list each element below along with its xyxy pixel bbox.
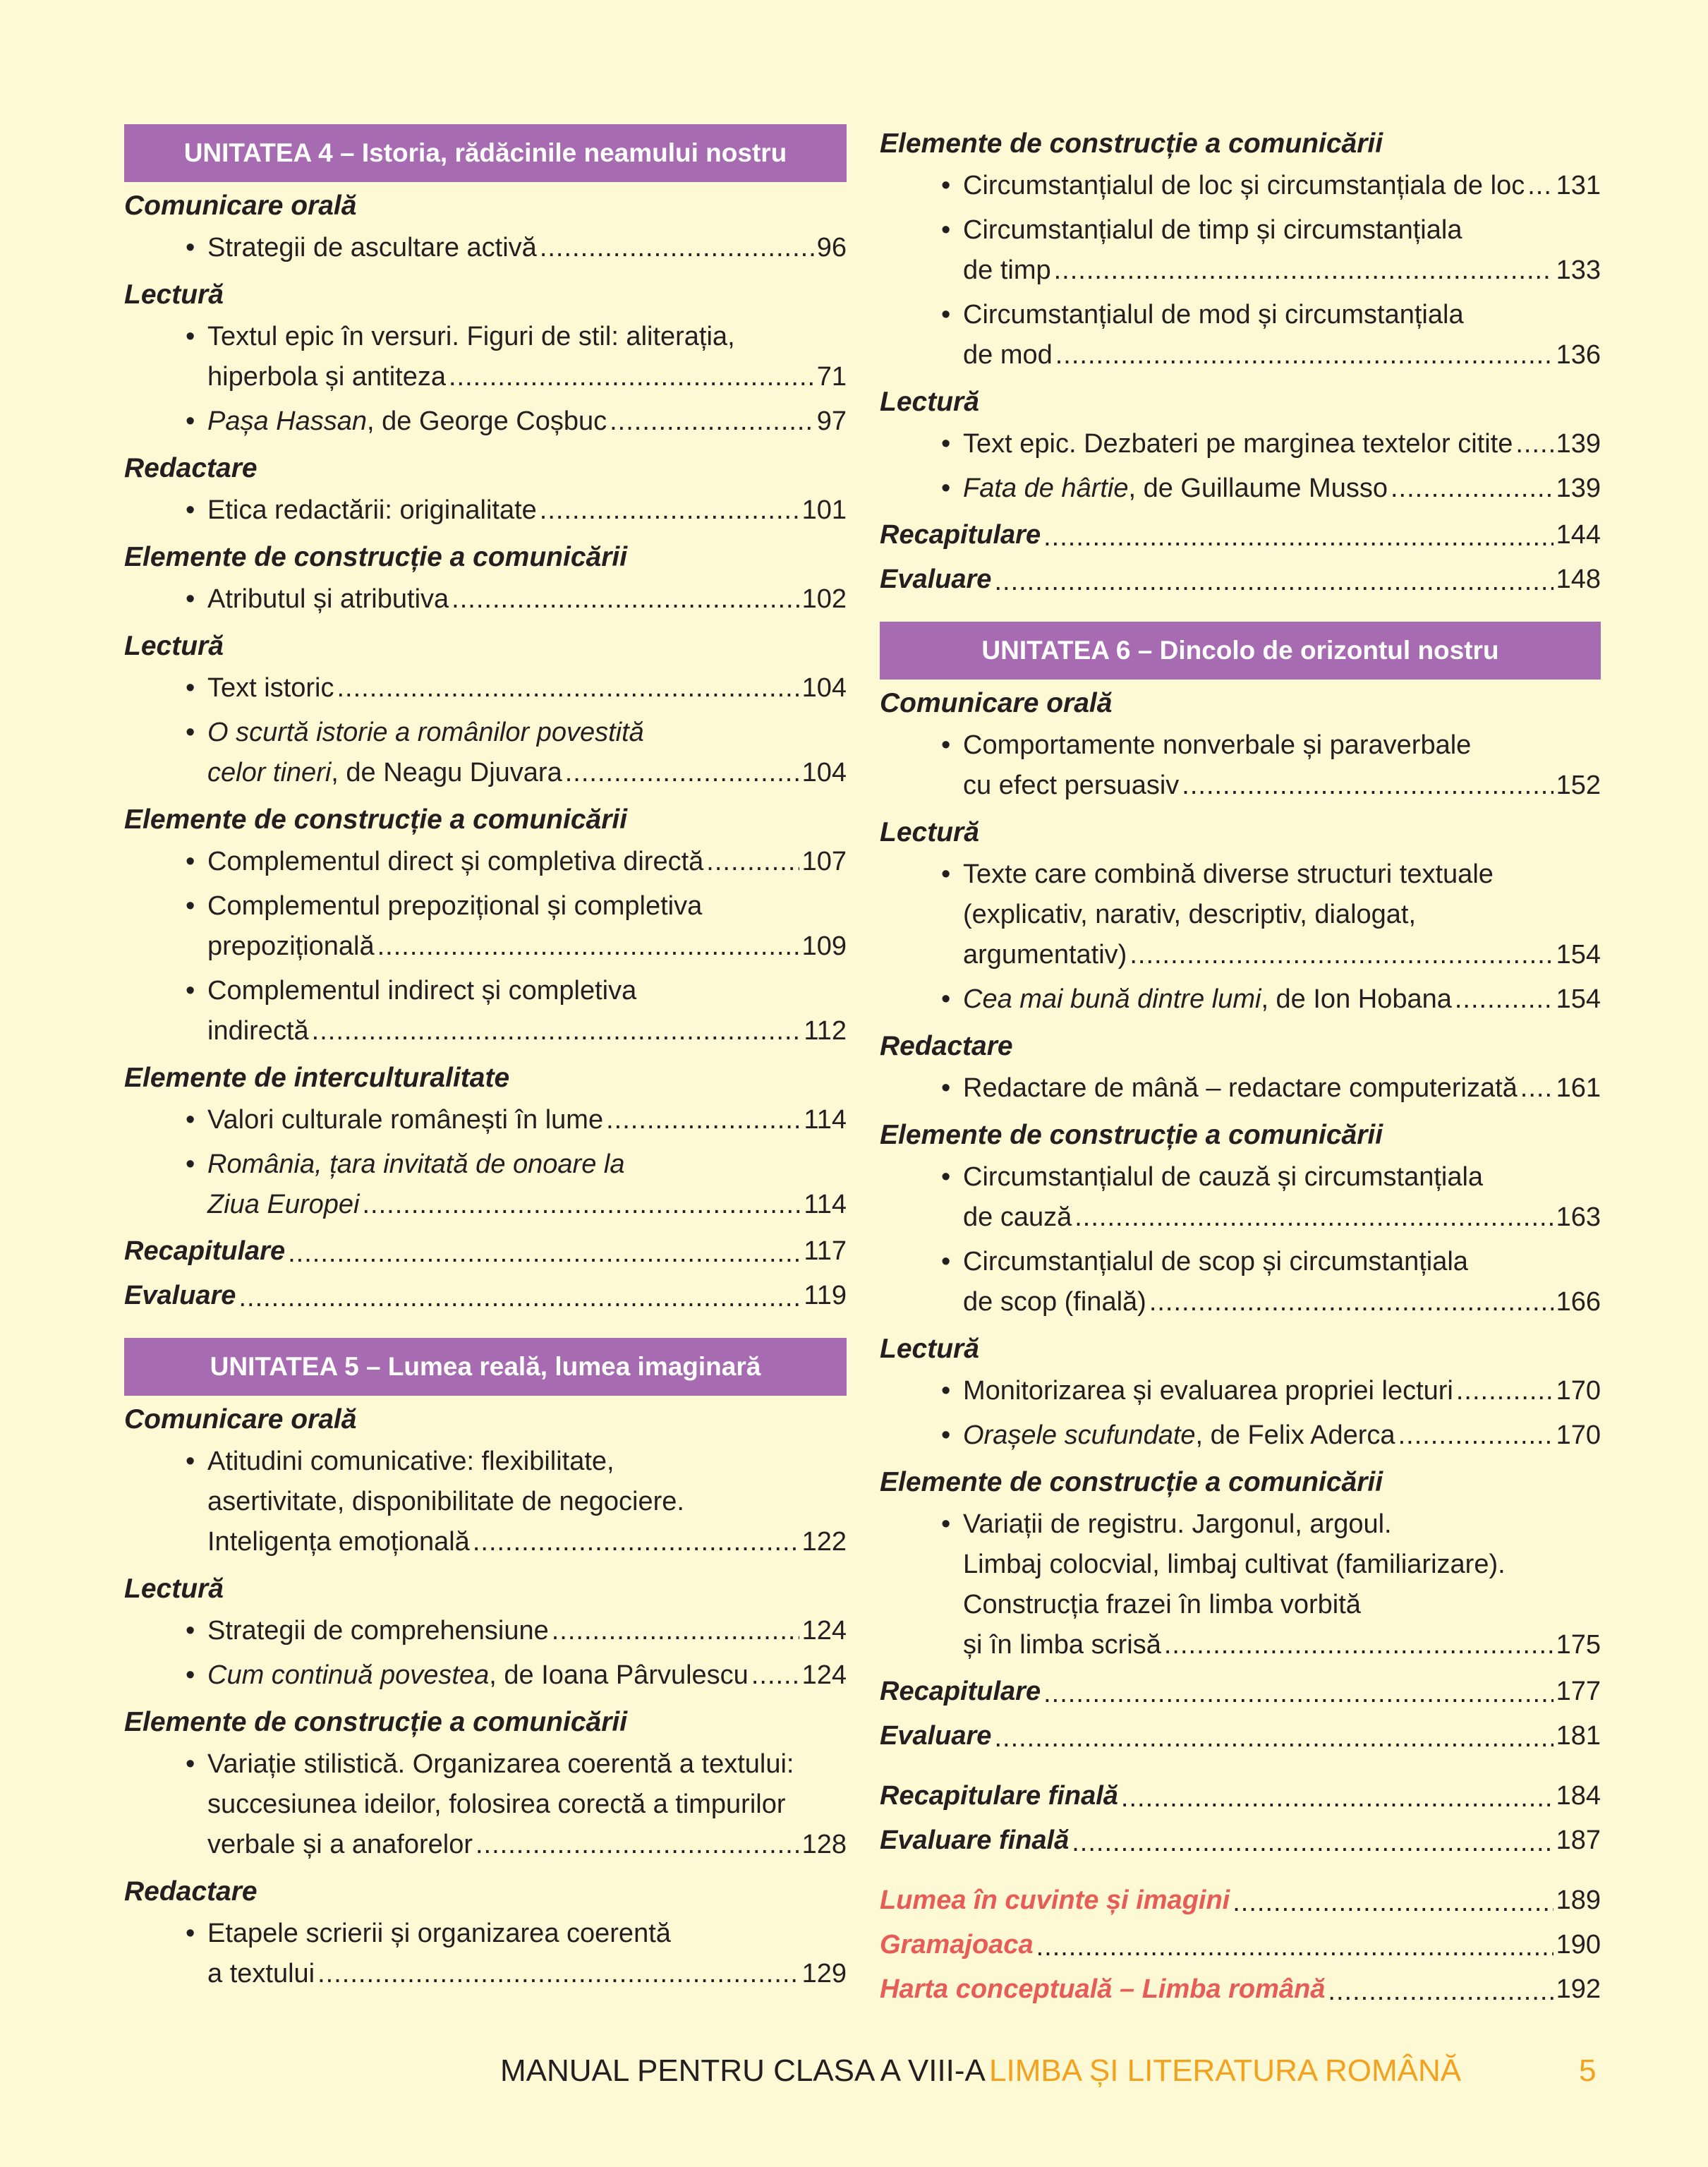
unit-4-banner: UNITATEA 4 – Istoria, rădăcinile neamului nostru (124, 124, 847, 182)
bullet-icon: • (941, 859, 951, 889)
bullet-icon: • (186, 673, 195, 703)
unit-6-banner: UNITATEA 6 – Dincolo de orizontul nostru (880, 622, 1601, 680)
page-number: 114 (804, 1105, 847, 1135)
footer-page-number: 5 (1579, 2053, 1597, 2088)
section-heading: Redactare (124, 1876, 258, 1907)
bullet-icon: • (186, 584, 195, 614)
section-heading: Lectură (880, 817, 979, 847)
page-number: 136 (1556, 340, 1601, 370)
evaluation-entry[interactable]: Evaluare ..... 148 (880, 557, 1601, 602)
toc-entry[interactable]: • Strategii de comprehensiune ..... 124 (124, 1611, 847, 1651)
page-number: 170 (1556, 1420, 1601, 1450)
page-number: 144 (1556, 520, 1601, 550)
bullet-icon: • (186, 847, 195, 876)
bullet-icon: • (186, 1616, 195, 1646)
section-heading: Lectură (880, 1334, 979, 1364)
bullet-icon: • (941, 1247, 951, 1276)
toc-right-column (880, 121, 1601, 2012)
page-number: 71 (816, 362, 847, 392)
page-number: 124 (801, 1616, 847, 1646)
bullet-icon: • (186, 1149, 195, 1179)
bullet-icon: • (941, 300, 951, 330)
page-number: 181 (1556, 1721, 1601, 1751)
page-number: 170 (1556, 1376, 1601, 1406)
toc-entry[interactable]: • Pașa Hassan, de George Coșbuc ..... 97 (124, 402, 847, 442)
bullet-icon: • (186, 1105, 195, 1135)
page-number: 163 (1556, 1202, 1601, 1232)
bullet-icon: • (941, 1073, 951, 1103)
bullet-icon: • (186, 891, 195, 921)
bullet-icon: • (186, 495, 195, 525)
section-heading: Lectură (880, 387, 979, 417)
section-heading: Elemente de construcție a comunicării (124, 804, 628, 835)
toc-entry[interactable]: • Text istoric ..... 104 (124, 668, 847, 708)
page-number: 148 (1556, 565, 1601, 594)
page-footer (0, 2046, 1708, 2096)
toc-entry[interactable]: • O scurtă istorie a românilor povestită celor tineri, de Neagu Djuvara ..... 104 (124, 713, 847, 793)
toc-entry[interactable]: • Circumstanțialul de timp și circumstanțiala de timp ..... 133 (880, 210, 1601, 291)
page-number: 161 (1556, 1073, 1601, 1103)
page-number: 117 (804, 1236, 847, 1266)
toc-entry[interactable]: • Atitudini comunicative: flexibilitate, asertivitate, disponibilitate de negociere. Inteligența emoțională ..... 122 (124, 1442, 847, 1562)
recap-entry[interactable]: Recapitulare ..... 177 (880, 1670, 1601, 1714)
extra-entry-harta[interactable]: Harta conceptuală – Limba română ..... 192 (880, 1967, 1601, 2012)
toc-entry[interactable]: • Etica redactării: originalitate ..... 101 (124, 490, 847, 531)
toc-entry[interactable]: • Circumstanțialul de scop și circumstanțiala de scop (finală) ..... 166 (880, 1242, 1601, 1322)
bullet-icon: • (941, 1162, 951, 1192)
bullet-icon: • (941, 1420, 951, 1450)
bullet-icon: • (186, 1749, 195, 1779)
section-heading: Comunicare orală (880, 688, 1113, 718)
toc-entry[interactable]: • Redactare de mână – redactare computerizată ..... 161 (880, 1068, 1601, 1109)
toc-entry[interactable]: • Etapele scrierii și organizarea coerentă a textului ..... 129 (124, 1914, 847, 1994)
toc-entry[interactable]: • Circumstanțialul de loc și circumstanțiala de loc ..... 131 (880, 166, 1601, 206)
bullet-icon: • (941, 1509, 951, 1539)
bullet-icon: • (941, 984, 951, 1014)
toc-entry[interactable]: • Variație stilistică. Organizarea coerentă a textului: succesiunea ideilor, folosirea corectă a timpurilor verbale și a anaforelor ..... 128 (124, 1744, 847, 1865)
bullet-icon: • (941, 429, 951, 459)
page-number: 184 (1556, 1781, 1601, 1811)
unit-5-banner: UNITATEA 5 – Lumea reală, lumea imaginară (124, 1338, 847, 1396)
toc-entry[interactable]: • Atributul și atributiva ..... 102 (124, 579, 847, 620)
toc-entry[interactable]: • Variații de registru. Jargonul, argoul. Limbaj colocvial, limbaj cultivat (familiarizare). Construcția frazei în limba vorbită și în limba scrisă ..... 175 (880, 1504, 1601, 1665)
page-number: 122 (801, 1527, 847, 1557)
page-number: 177 (1556, 1677, 1601, 1706)
section-heading: Elemente de construcție a comunicării (880, 1467, 1383, 1497)
bullet-icon: • (941, 473, 951, 503)
section-heading: Comunicare orală (124, 191, 357, 221)
section-heading: Lectură (124, 631, 224, 661)
bullet-icon: • (186, 1660, 195, 1690)
page-number: 97 (816, 406, 847, 436)
page-number: 128 (801, 1830, 847, 1859)
section-heading: Lectură (124, 1574, 224, 1604)
page-number: 190 (1556, 1930, 1601, 1960)
page-number: 112 (804, 1016, 847, 1046)
bullet-icon: • (941, 215, 951, 245)
bullet-icon: • (941, 730, 951, 760)
bullet-icon: • (186, 233, 195, 262)
page-number: 133 (1556, 255, 1601, 285)
page-number: 124 (801, 1660, 847, 1690)
page-number: 192 (1556, 1974, 1601, 2004)
section-heading: Lectură (124, 279, 224, 310)
toc-entry[interactable]: • Circumstanțialul de mod și circumstanțiala de mod ..... 136 (880, 295, 1601, 375)
toc-entry[interactable]: • Text epic. Dezbateri pe marginea textelor citite ..... 139 (880, 424, 1601, 464)
page-number: 175 (1556, 1630, 1601, 1660)
bullet-icon: • (941, 171, 951, 200)
toc-entry[interactable]: • Complementul prepozițional și completiva prepozițională ..... 109 (124, 886, 847, 967)
toc-entry[interactable]: • Complementul indirect și completiva indirectă ..... 112 (124, 971, 847, 1051)
bullet-icon: • (941, 1376, 951, 1406)
page-number: 166 (1556, 1287, 1601, 1317)
page-number: 102 (801, 584, 847, 614)
toc-entry[interactable]: • Complementul direct și completiva directă ..... 107 (124, 842, 847, 882)
recap-entry[interactable]: Recapitulare ..... 117 (124, 1229, 847, 1274)
toc-entry[interactable]: • Cea mai bună dintre lumi, de Ion Hobana ..... 154 (880, 979, 1601, 1020)
extra-entry-gramajoaca[interactable]: Gramajoaca ..... 190 (880, 1923, 1601, 1967)
page-number: 101 (801, 495, 847, 525)
page-number: 129 (801, 1959, 847, 1988)
toc-entry[interactable]: • Orașele scufundate, de Felix Aderca ..... 170 (880, 1416, 1601, 1456)
page-number: 109 (801, 931, 847, 961)
evaluation-entry[interactable]: Evaluare ..... 119 (124, 1274, 847, 1318)
section-heading: Redactare (880, 1031, 1013, 1061)
toc-entry[interactable]: • Textul epic în versuri. Figuri de stil: aliterația, hiperbola și antiteza ..... 71 (124, 317, 847, 397)
toc-entry[interactable]: • Circumstanțialul de cauză și circumstanțiala de cauză ..... 163 (880, 1157, 1601, 1238)
page-number: 131 (1556, 171, 1601, 200)
toc-entry[interactable]: • Texte care combină diverse structuri textuale (explicativ, narativ, descriptiv, dialogat, argumentativ) ..... 154 (880, 855, 1601, 975)
section-heading: Comunicare orală (124, 1404, 357, 1435)
page-number: 187 (1556, 1825, 1601, 1855)
toc-entry[interactable]: • Comportamente nonverbale și paraverbale cu efect persuasiv ..... 152 (880, 725, 1601, 806)
toc-entry[interactable]: • Monitorizarea și evaluarea propriei lecturi ..... 170 (880, 1371, 1601, 1411)
page-number: 139 (1556, 473, 1601, 503)
page-number: 96 (816, 233, 847, 262)
toc-entry[interactable]: • Fata de hârtie, de Guillaume Musso ..... 139 (880, 469, 1601, 509)
final-recap-entry[interactable]: Recapitulare finală ..... 184 (880, 1774, 1601, 1818)
page-number: 119 (804, 1281, 847, 1310)
page-number: 189 (1556, 1885, 1601, 1915)
bullet-icon: • (186, 322, 195, 351)
extra-entry-lumea[interactable]: Lumea în cuvinte și imagini ..... 189 (880, 1878, 1601, 1923)
page-number: 107 (801, 847, 847, 876)
bullet-icon: • (186, 1447, 195, 1476)
bullet-icon: • (186, 406, 195, 436)
bullet-icon: • (186, 976, 195, 1006)
section-heading: Elemente de construcție a comunicării (124, 1707, 628, 1737)
toc-entry[interactable]: • România, țara invitată de onoare la Ziua Europei ..... 114 (124, 1145, 847, 1225)
section-heading: Elemente de construcție a comunicării (880, 128, 1383, 159)
section-heading: Elemente de interculturalitate (124, 1063, 510, 1093)
toc-left-column (124, 124, 847, 1998)
page-number: 154 (1556, 940, 1601, 970)
final-evaluation-entry[interactable]: Evaluare finală ..... 187 (880, 1818, 1601, 1863)
page-number: 139 (1556, 429, 1601, 459)
page-number: 104 (801, 758, 847, 787)
recap-entry[interactable]: Recapitulare ..... 144 (880, 513, 1601, 557)
page-number: 154 (1556, 984, 1601, 1014)
section-heading: Redactare (124, 453, 258, 483)
bullet-icon: • (186, 718, 195, 747)
evaluation-entry[interactable]: Evaluare ..... 181 (880, 1714, 1601, 1758)
page-number: 152 (1556, 771, 1601, 800)
page-number: 104 (801, 673, 847, 703)
toc-entry[interactable]: • Cum continuă povestea, de Ioana Pârvulescu ..... 124 (124, 1655, 847, 1696)
footer-subject: LIMBA ȘI LITERATURA ROMÂNĂ (989, 2053, 1462, 2088)
footer-manual-label: MANUAL PENTRU CLASA A VIII-A (500, 2053, 986, 2088)
bullet-icon: • (186, 1919, 195, 1948)
toc-entry[interactable]: • Valori culturale românești în lume ..... 114 (124, 1100, 847, 1140)
section-heading: Elemente de construcție a comunicării (124, 542, 628, 572)
section-heading: Elemente de construcție a comunicării (880, 1120, 1383, 1150)
page-number: 114 (804, 1190, 847, 1219)
toc-entry[interactable]: • Strategii de ascultare activă ..... 96 (124, 228, 847, 268)
